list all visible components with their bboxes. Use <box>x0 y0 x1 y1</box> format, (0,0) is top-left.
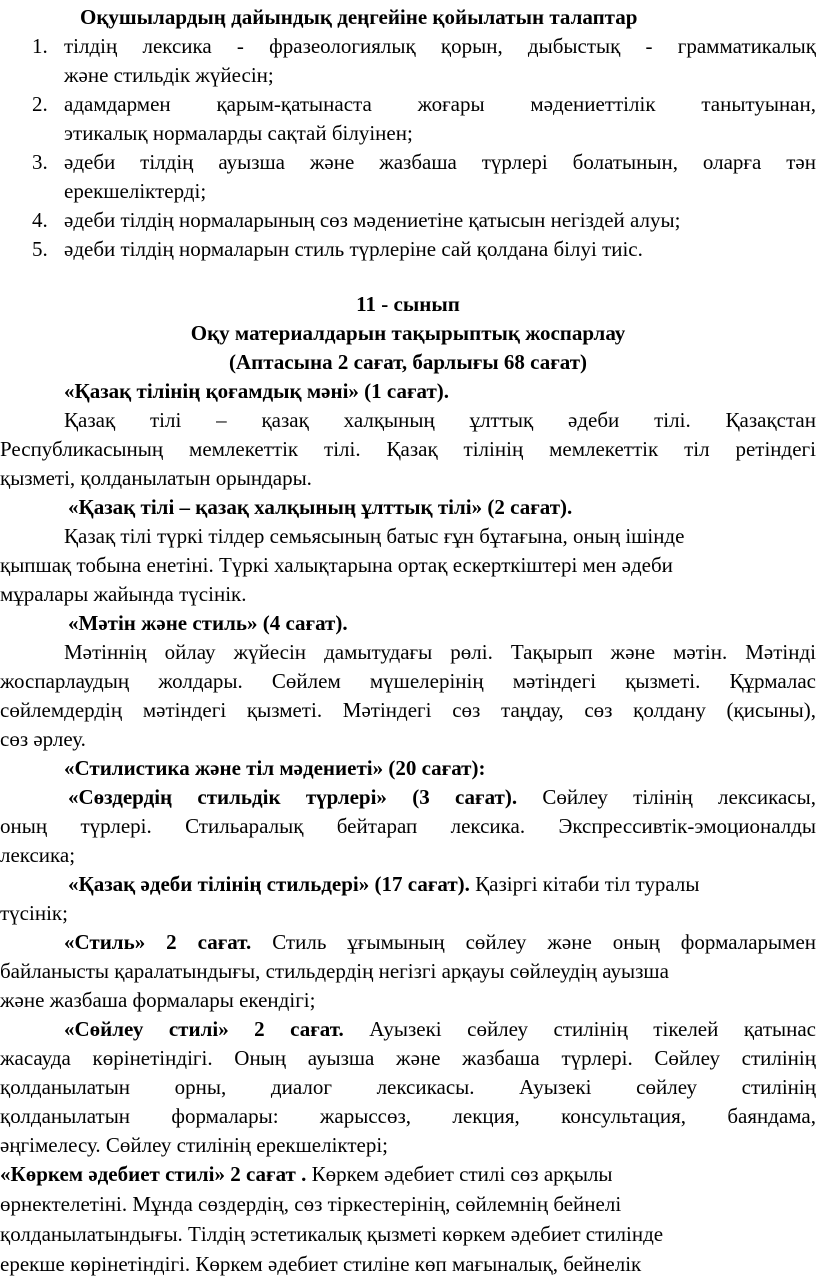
list-number: 5. <box>32 237 48 261</box>
section-heading: «Стилистика және тіл мәдениеті» (20 сағат): <box>64 756 486 780</box>
paragraph-line: қолданылатындығы. Тілдің эстетикалық қызметі көркем әдебиет стилінде <box>0 1222 664 1246</box>
paragraph-line: сөз әрлеу. <box>0 727 86 751</box>
paragraph-line: ерекше көрінетіндігі. Көркем әдебиет стиліне көп мағыналық, бейнелік <box>0 1252 642 1276</box>
paragraph-line: «Сөйлеу стилі» 2 сағат. Ауызекі сөйлеу стилінің тікелей қатынас <box>64 1017 816 1041</box>
paragraph-line: қолданылатын орны, диалог лексикасы. Ауызекі сөйлеу стилінің <box>0 1075 816 1099</box>
list-item-text: әдеби тілдің нормаларын стиль түрлеріне сай қолдана білуі тиіс. <box>64 237 643 261</box>
paragraph-line: Қазақ тілі түркі тілдер семьясының батыс ғұн бұтағына, оның ішінде <box>64 524 685 548</box>
paragraph-line: «Стиль» 2 сағат. Стиль ұғымының сөйлеу және оның формаларымен <box>64 930 816 954</box>
paragraph-line: сөйлемдердің мәтіндегі қызметі. Мәтіндегі сөз таңдау, сөз қолдану (қисыны), <box>0 698 816 722</box>
paragraph-line: түсінік; <box>0 901 68 925</box>
list-item-text: ерекшеліктерді; <box>64 179 207 203</box>
list-number: 1. <box>32 34 48 58</box>
section-heading: «Мәтін және стиль» (4 сағат). <box>68 611 348 635</box>
list-number: 2. <box>32 92 48 116</box>
paragraph-line: оның түрлері. Стильаралық бейтарап лексика. Экспрессивтік-эмоционалды <box>0 814 816 838</box>
plan-hours: (Аптасына 2 сағат, барлығы 68 сағат) <box>228 350 588 374</box>
paragraph-line: қыпшақ тобына енетіні. Түркі халықтарына ортақ ескерткіштері мен әдеби <box>0 553 673 577</box>
paragraph-line: қолданылатын формалары: жарыссөз, лекция, консультация, баяндама, <box>0 1104 816 1128</box>
paragraph-line: қызметі, қолданылатын орындары. <box>0 466 312 490</box>
paragraph-line: жоспарлаудың жолдары. Сөйлем мүшелерінің мәтіндегі қызметі. Құрмалас <box>0 669 816 693</box>
paragraph-line: «Қазақ әдеби тілінің стильдері» (17 сағат). Қазіргі кітаби тіл туралы <box>68 872 700 896</box>
paragraph-line: өрнектелетіні. Мұнда сөздердің, сөз тіркестерінің, сөйлемнің бейнелі <box>0 1192 622 1216</box>
list-number: 3. <box>32 150 48 174</box>
plan-title: Оқу материалдарын тақырыптық жоспарлау <box>190 321 626 345</box>
paragraph-line: әңгімелесу. Сөйлеу стилінің ерекшеліктері; <box>0 1133 389 1157</box>
paragraph-line: Қазақ тілі – қазақ халқының ұлттық әдеби тілі. Қазақстан <box>64 408 816 432</box>
requirements-title: Оқушылардың дайындық деңгейіне қойылатын талаптар <box>80 5 638 29</box>
section-heading: «Қазақ тілі – қазақ халқының ұлттық тілі» (2 сағат). <box>68 495 573 519</box>
grade-heading: 11 - сынып <box>356 292 460 316</box>
paragraph-line: байланысты қаралатындығы, стильдердің негізгі арқауы сөйлеудің ауызша <box>0 959 669 983</box>
list-item-text: әдеби тілдің ауызша және жазбаша түрлері болатынын, оларға тән <box>64 150 816 174</box>
list-item-text: әдеби тілдің нормаларының сөз мәдениетіне қатысын негіздей алуы; <box>64 208 681 232</box>
paragraph-line: мұралары жайында түсінік. <box>0 582 247 606</box>
paragraph-line: лексика; <box>0 843 76 867</box>
list-item-text: және стильдік жүйесін; <box>64 63 274 87</box>
list-item-text: адамдармен қарым-қатынаста жоғары мәдениеттілік танытуынан, <box>64 92 816 116</box>
paragraph-line: және жазбаша формалары екендігі; <box>0 988 316 1012</box>
list-number: 4. <box>32 208 48 232</box>
section-heading: «Қазақ тілінің қоғамдық мәні» (1 сағат). <box>64 379 450 403</box>
paragraph-line: Республикасының мемлекеттік тілі. Қазақ тілінің мемлекеттік тіл ретіндегі <box>0 437 816 461</box>
paragraph-line: жасауда көрінетіндігі. Оның ауызша және жазбаша түрлері. Сөйлеу стилінің <box>0 1046 816 1070</box>
paragraph-line: «Көркем әдебиет стилі» 2 сағат . Көркем әдебиет стилі сөз арқылы <box>0 1162 613 1186</box>
list-item-text: тілдің лексика - фразеологиялық қорын, дыбыстық - грамматикалық <box>64 34 816 58</box>
list-item-text: этикалық нормаларды сақтай білуінен; <box>64 121 413 145</box>
paragraph-line: Мәтіннің ойлау жүйесін дамытудағы рөлі. Тақырып және мәтін. Мәтінді <box>64 640 816 664</box>
paragraph-line: «Сөздердің стильдік түрлері» (3 сағат). Сөйлеу тілінің лексикасы, <box>68 785 816 809</box>
